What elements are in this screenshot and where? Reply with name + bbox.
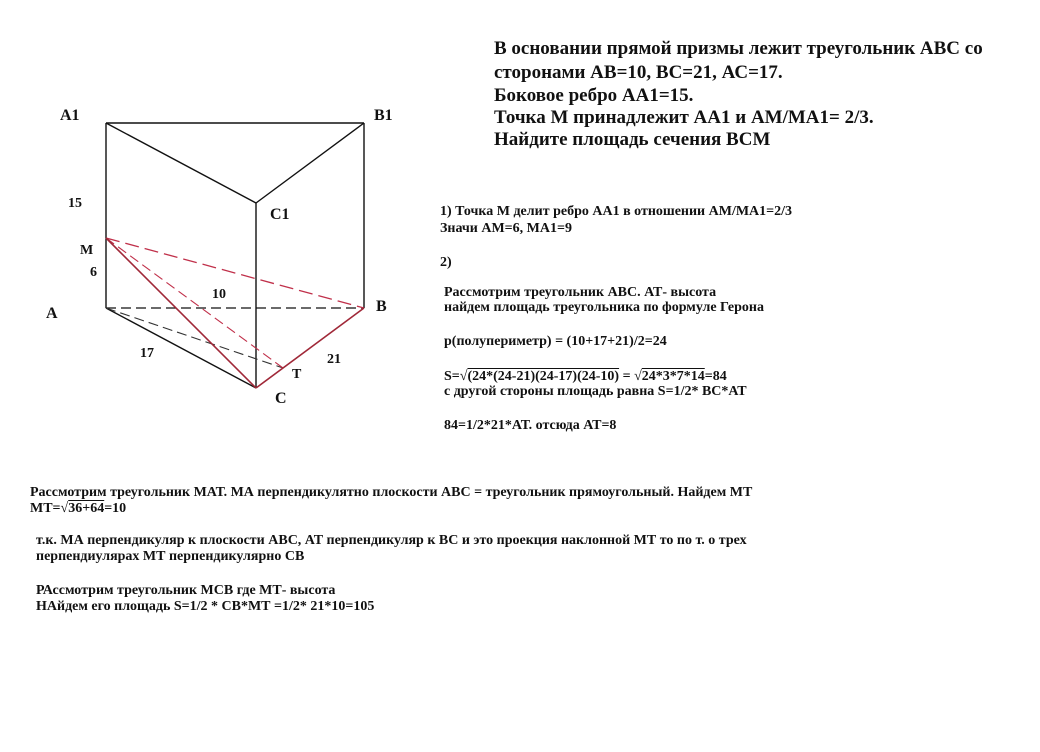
sqrt-sign: √ <box>459 369 468 384</box>
mt-radical: 36+64 <box>68 501 105 516</box>
edge-b1-c1 <box>256 123 364 203</box>
three-perp-line: перпендиулярах МТ перпендикулярно СВ <box>36 549 305 564</box>
step1-line: 1) Точка М делит ребро АА1 в отношении АМ/МА1=2/3 <box>440 204 793 219</box>
section-m-b <box>106 238 364 308</box>
sqrt-sign: √ <box>60 501 69 516</box>
edge-a1-c1 <box>106 123 256 203</box>
at-result-line: 84=1/2*21*АТ. отсюда АТ=8 <box>444 418 617 433</box>
problem-line: Боковое ребро АА1=15. <box>494 85 694 106</box>
problem-line: Найдите площадь сечения ВСМ <box>494 129 771 150</box>
problem-line: В основании прямой призмы лежит треугольник АВС со <box>494 38 983 59</box>
heron-result: =84 <box>704 369 727 384</box>
heron-radical: 24*3*7*14 <box>641 369 705 384</box>
label-a1: A1 <box>60 107 80 124</box>
label-b: B <box>376 298 387 315</box>
edge-a-c <box>106 308 256 388</box>
heron-equals: = <box>619 369 635 384</box>
section-b-c <box>256 308 364 388</box>
mat-line: Рассмотрим треугольник МАТ. МА перпендикулятно плоскости АВС = треугольник прямоугольный. Найдем МТ <box>30 485 753 500</box>
heron-prefix: S= <box>444 369 460 384</box>
label-m: M <box>80 243 94 258</box>
sqrt-sign: √ <box>634 369 642 384</box>
length-ac: 17 <box>140 346 154 361</box>
length-ab: 10 <box>212 287 226 302</box>
problem-line: Точка М принадлежит АА1 и АМ/МА1= 2/3. <box>494 107 874 128</box>
label-c1: C1 <box>270 206 290 223</box>
label-t: T <box>292 367 302 382</box>
label-c: C <box>275 390 287 407</box>
problem-line: сторонами АВ=10, ВС=21, АС=17. <box>494 62 783 83</box>
label-a: A <box>46 305 58 322</box>
three-perp-line: т.к. МА перпендикуляр к плоскости АВС, АТ перпендикуляр к ВС и это проекция наклонной МТ то по т. о трех <box>36 533 747 548</box>
mcb-line: НАйдем его площадь S=1/2 * СВ*МТ =1/2* 21*10=105 <box>36 599 375 614</box>
step2-line: найдем площадь треугольника по формуле Герона <box>444 300 764 315</box>
length-aa1: 15 <box>68 196 82 211</box>
heron-radical: (24*(24-21)(24-17)(24-10) <box>467 369 620 384</box>
other-area-line: с другой стороны площадь равна S=1/2* ВС*АТ <box>444 384 747 399</box>
length-am: 6 <box>90 265 97 280</box>
mcb-line: РАссмотрим треугольник МСВ где МТ- высота <box>36 583 336 598</box>
mt-result: =10 <box>104 501 127 516</box>
step2-line: Рассмотрим треугольник АВС. АТ- высота <box>444 285 717 300</box>
step2-number: 2) <box>440 255 452 270</box>
section-m-c <box>106 238 256 388</box>
label-b1: B1 <box>374 107 393 124</box>
length-bc: 21 <box>327 352 341 367</box>
mt-prefix: МТ= <box>30 501 61 516</box>
semiperimeter-line: р(полупериметр) = (10+17+21)/2=24 <box>444 334 667 349</box>
mt-formula <box>30 499 126 519</box>
step1-line: Значи АМ=6, МА1=9 <box>440 221 572 236</box>
